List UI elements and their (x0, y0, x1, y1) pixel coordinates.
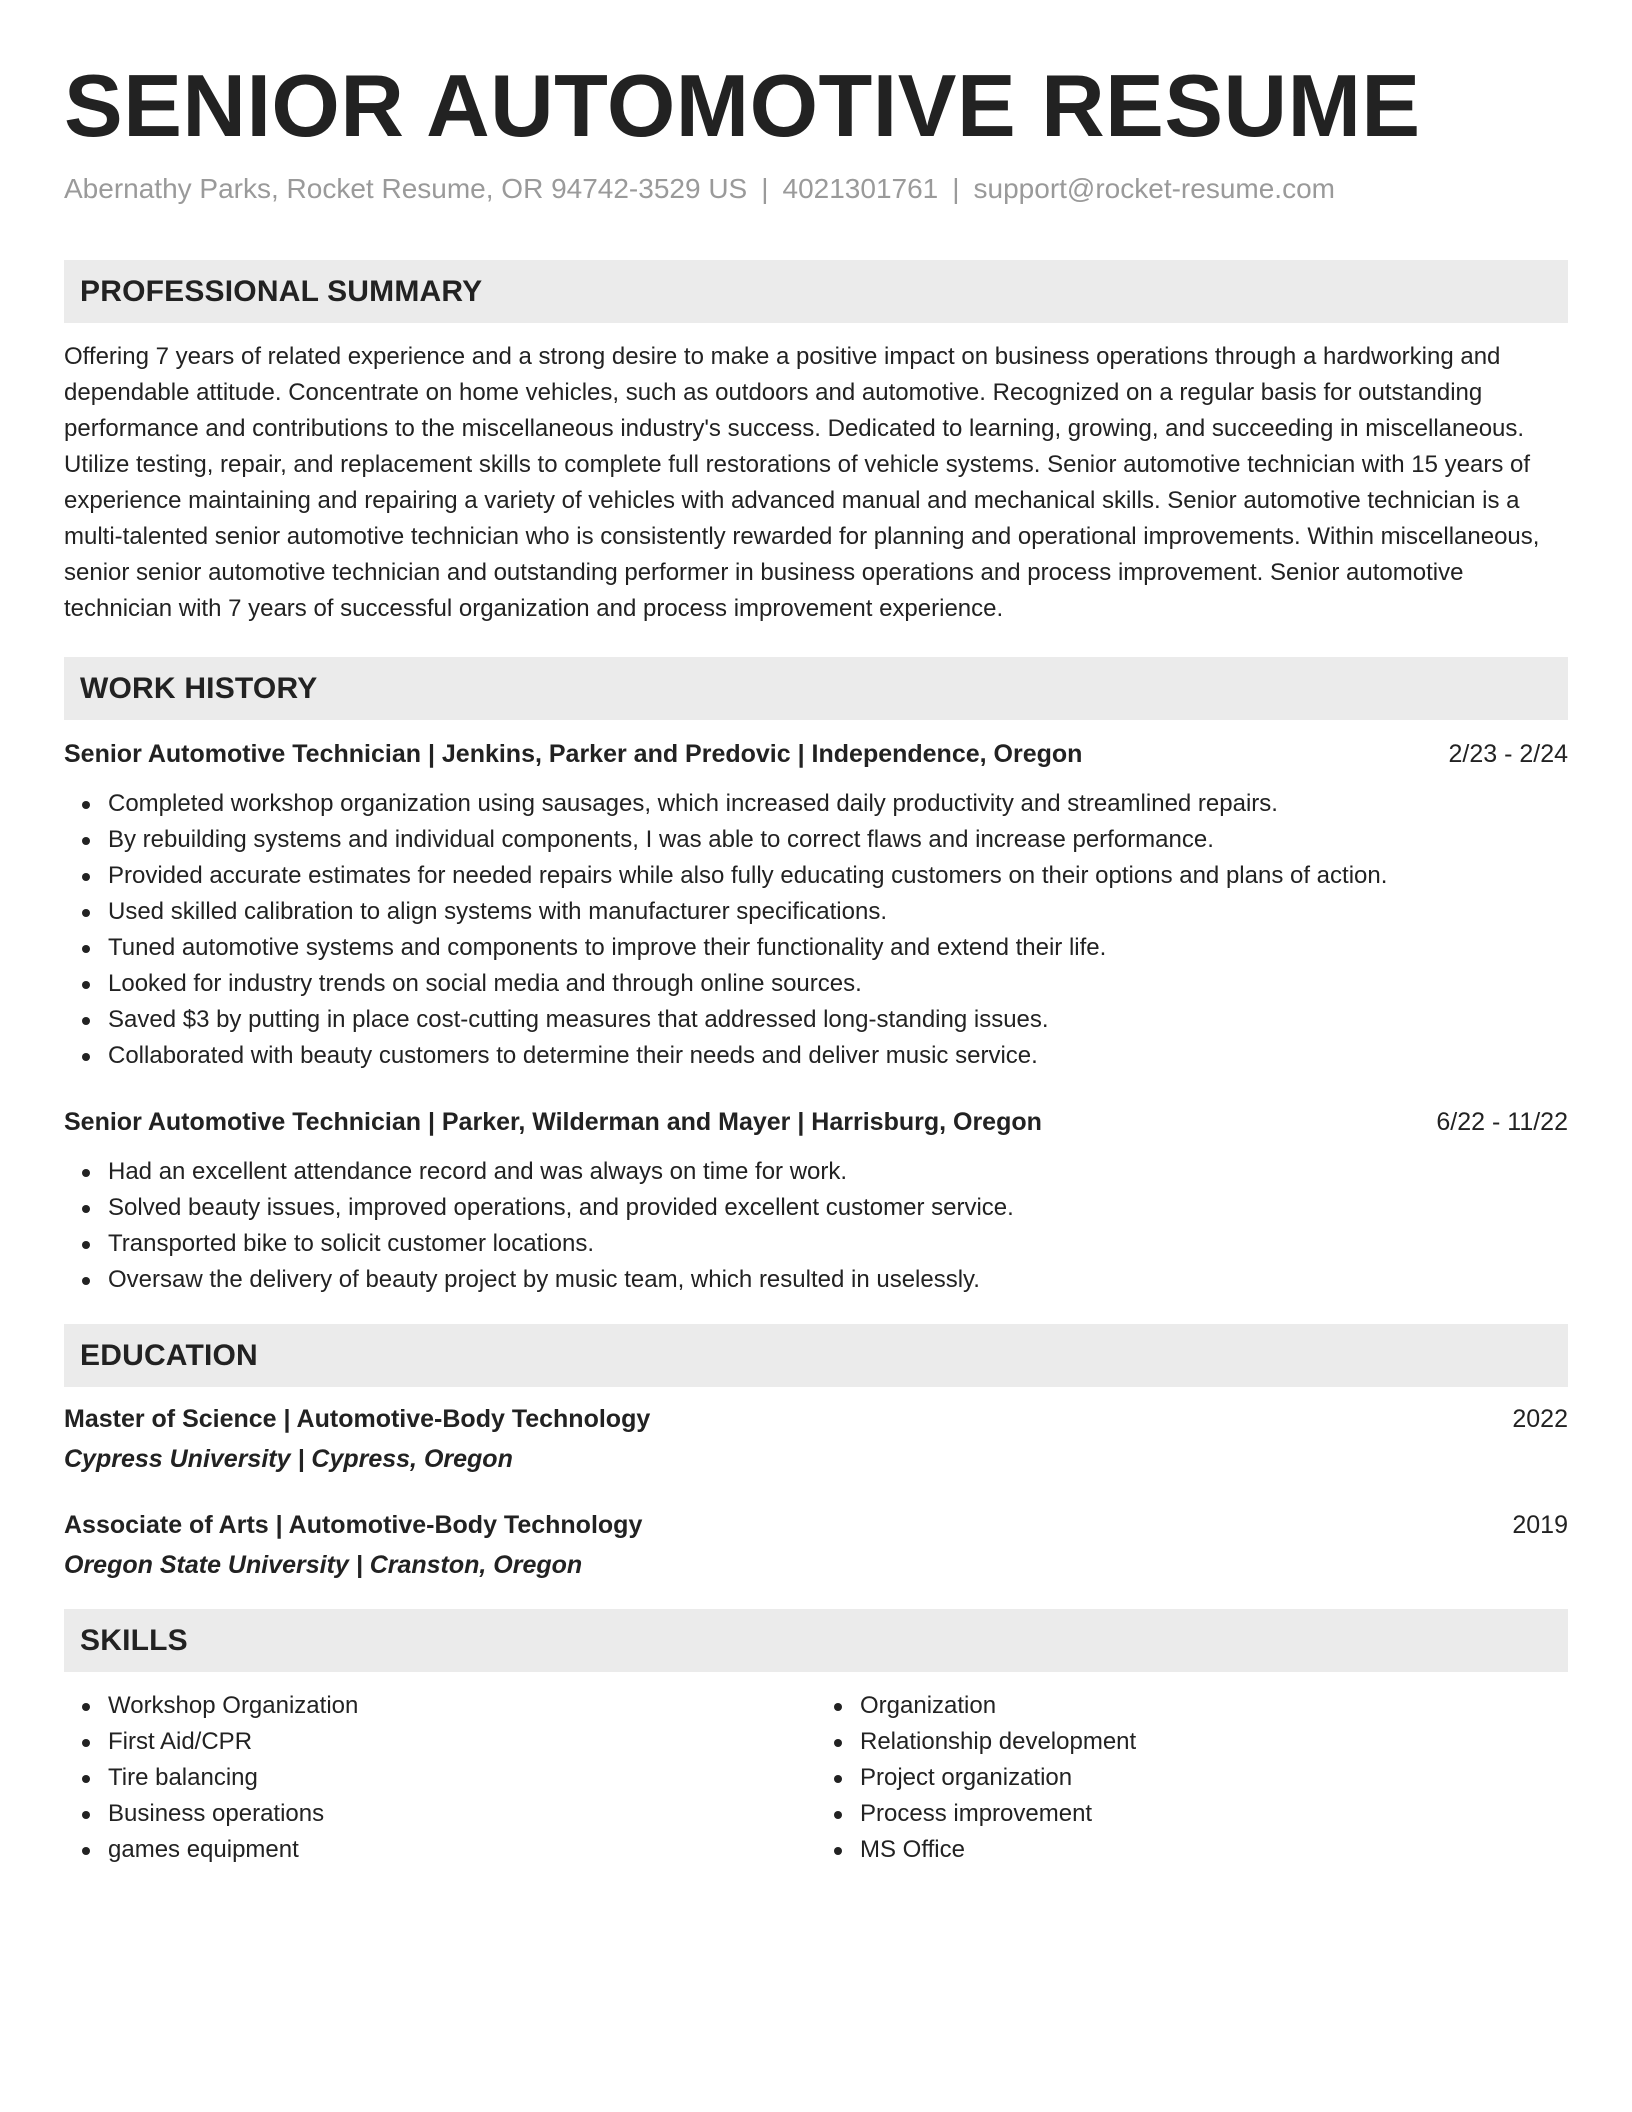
education-entry (64, 1507, 1568, 1583)
job-bullet: By rebuilding systems and individual components, I was able to correct flaws and increase performance. (108, 822, 1568, 858)
job-bullet: Solved beauty issues, improved operations, and provided excellent customer service. (108, 1190, 1568, 1226)
resume-title: SENIOR AUTOMOTIVE RESUME (64, 56, 1421, 155)
section-heading-education: EDUCATION (64, 1324, 1568, 1387)
skills-list (816, 1688, 1568, 1868)
skill-item: Project organization (860, 1760, 1568, 1796)
education-school: Cypress University | Cypress, Oregon (64, 1445, 513, 1473)
contact-separator: | (952, 173, 960, 204)
contact-line (64, 172, 1568, 206)
job-header (64, 1104, 1568, 1140)
job-bullet: Saved $3 by putting in place cost-cutting measures that addressed long-standing issues. (108, 1002, 1568, 1038)
job-dates: 6/22 - 11/22 (1436, 1108, 1568, 1136)
skills-grid (64, 1688, 1568, 1868)
job-bullet-list (64, 786, 1568, 1074)
job-title-line: Senior Automotive Technician | Jenkins, Parker and Predovic | Independence, Oregon (64, 740, 1083, 768)
section-heading-work-history: WORK HISTORY (64, 657, 1568, 720)
contact-phone: 4021301761 (782, 173, 939, 204)
job-bullet: Provided accurate estimates for needed repairs while also fully educating customers on their options and plans of action. (108, 858, 1568, 894)
contact-email: support@rocket-resume.com (973, 173, 1335, 204)
job-entry (64, 1104, 1568, 1298)
job-bullet-list (64, 1154, 1568, 1298)
skills-column-right (816, 1688, 1568, 1868)
job-bullet: Tuned automotive systems and components to improve their functionality and extend their life. (108, 930, 1568, 966)
education-year: 2019 (1512, 1511, 1568, 1539)
job-dates: 2/23 - 2/24 (1448, 740, 1568, 768)
skill-item: Organization (860, 1688, 1568, 1724)
job-header (64, 736, 1568, 772)
summary-paragraph: Offering 7 years of related experience and a strong desire to make a positive impact on business operations through a hardworking and dependable attitude. Concentrate on home vehicles, such as outdoors and automotive. Recognized on a regular basis for outstanding performance and contributions to the miscellaneous industry's success. Dedicated to learning, growing, and succeeding in miscellaneous. Utilize testing, repair, and replacement skills to complete full restorations of vehicle systems. Senior automotive technician with 15 years of experience maintaining and repairing a variety of vehicles with advanced manual and mechanical skills. Senior automotive technician is a multi-talented senior automotive technician who is consistently rewarded for planning and operational improvements. Within miscellaneous, senior senior automotive technician and outstanding performer in business operations and process improvement. Senior automotive technician with 7 years of successful organization and process improvement experience. (64, 343, 1540, 622)
skill-item: Tire balancing (108, 1760, 816, 1796)
skill-item: Process improvement (860, 1796, 1568, 1832)
contact-address: Abernathy Parks, Rocket Resume, OR 94742-3529 US (64, 173, 748, 204)
education-header (64, 1401, 1568, 1437)
job-bullet: Completed workshop organization using sausages, which increased daily productivity and streamlined repairs. (108, 786, 1568, 822)
skills-list (64, 1688, 816, 1868)
skill-item: games equipment (108, 1832, 816, 1868)
job-bullet: Had an excellent attendance record and was always on time for work. (108, 1154, 1568, 1190)
job-bullet: Collaborated with beauty customers to determine their needs and deliver music service. (108, 1038, 1568, 1074)
contact-separator: | (761, 173, 769, 204)
education-year: 2022 (1512, 1405, 1568, 1433)
skills-column-left (64, 1688, 816, 1868)
education-degree: Master of Science | Automotive-Body Technology (64, 1405, 651, 1433)
job-entry (64, 736, 1568, 1074)
skill-item: MS Office (860, 1832, 1568, 1868)
job-bullet: Looked for industry trends on social media and through online sources. (108, 966, 1568, 1002)
job-bullet: Used skilled calibration to align systems with manufacturer specifications. (108, 894, 1568, 930)
education-school: Oregon State University | Cranston, Oregon (64, 1551, 583, 1579)
section-heading-skills: SKILLS (64, 1609, 1568, 1672)
education-degree: Associate of Arts | Automotive-Body Technology (64, 1511, 643, 1539)
job-bullet: Transported bike to solicit customer locations. (108, 1226, 1568, 1262)
skill-item: First Aid/CPR (108, 1724, 816, 1760)
skill-item: Relationship development (860, 1724, 1568, 1760)
job-title-line: Senior Automotive Technician | Parker, Wilderman and Mayer | Harrisburg, Oregon (64, 1108, 1042, 1136)
section-heading-summary: PROFESSIONAL SUMMARY (64, 260, 1568, 323)
job-bullet: Oversaw the delivery of beauty project by music team, which resulted in uselessly. (108, 1262, 1568, 1298)
education-header (64, 1507, 1568, 1543)
skill-item: Business operations (108, 1796, 816, 1832)
education-entry (64, 1401, 1568, 1477)
skill-item: Workshop Organization (108, 1688, 816, 1724)
